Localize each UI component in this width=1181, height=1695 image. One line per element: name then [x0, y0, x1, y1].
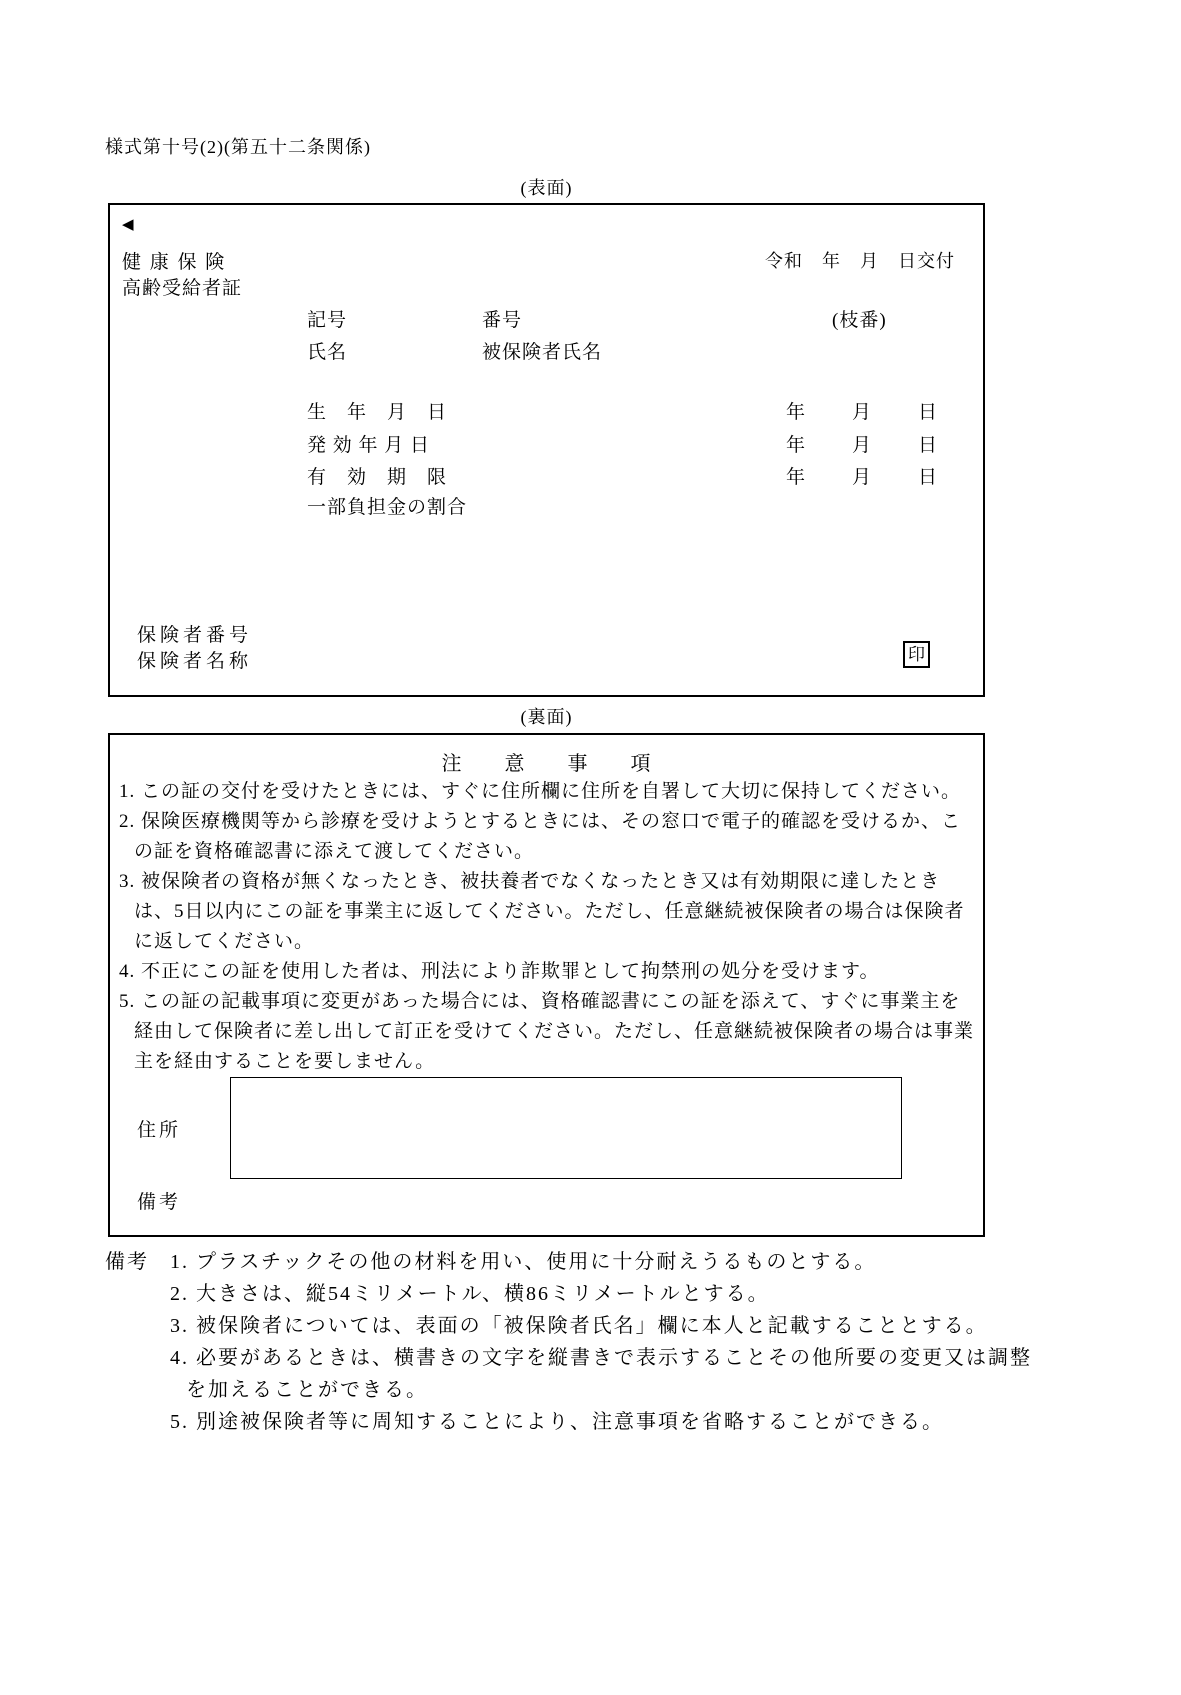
- birth-date-label: 生 年 月 日: [307, 402, 448, 423]
- footer-remarks-label: 備考: [105, 1251, 149, 1273]
- notice-item-3: 3. 被保険者の資格が無くなったとき、被扶養者でなくなったとき又は有効期限に達したときは、5日以内にこの証を事業主に返してください。ただし、任意継続被保険者の場合は保険者に返してください。: [119, 871, 965, 952]
- footer-remark-2: 2. 大きさは、縦54ミリメートル、横86ミリメートルとする。: [170, 1283, 770, 1305]
- notice-item-2: 2. 保険医療機関等から診療を受けようとするときには、その窓口で電子的確認を受けるか、この証を資格確認書に添えて渡してください。: [119, 811, 962, 862]
- footer-remark-1: 1. プラスチックその他の材料を用い、使用に十分耐えうるものとする。: [170, 1251, 877, 1273]
- effective-date-value: 年 月 日: [786, 435, 941, 456]
- seal-box: 印: [903, 641, 930, 668]
- notice-list: [119, 777, 977, 1077]
- notice-title: 注 意 事 項: [441, 753, 652, 775]
- back-card: [108, 733, 985, 1237]
- number-label: 番号: [482, 310, 523, 331]
- birth-date-value: 年 月 日: [786, 402, 941, 423]
- address-label: 住所: [137, 1120, 182, 1141]
- footer-remark-3: 3. 被保険者については、表面の「被保険者氏名」欄に本人と記載することとする。: [170, 1315, 988, 1337]
- notice-item-4: 4. 不正にこの証を使用した者は、刑法により詐欺罪として拘禁刑の処分を受けます。: [119, 961, 880, 982]
- footer-remark-5: 5. 別途被保険者等に周知することにより、注意事項を省略することができる。: [170, 1411, 944, 1433]
- front-card: [108, 203, 985, 697]
- insurance-title-line1: 健 康 保 険: [122, 252, 227, 273]
- notice-item-5: 5. この証の記載事項に変更があった場合には、資格確認書にこの証を添えて、すぐに事業主を経由して保険者に差し出して訂正を受けてください。ただし、任意継続被保険者の場合は事業主を経由することを要しません。: [119, 991, 975, 1072]
- footer-remark-4: 4. 必要があるときは、横書きの文字を縦書きで表示することその他所要の変更又は調整を加えることができる。: [170, 1347, 1032, 1401]
- insured-name-label: 被保険者氏名: [482, 342, 603, 363]
- insurance-title-line2: 高齢受給者証: [122, 278, 243, 299]
- symbol-label: 記号: [307, 310, 348, 331]
- card-remarks-label: 備考: [137, 1192, 182, 1213]
- insurer-name-label: 保険者名称: [137, 651, 253, 672]
- notice-item-1: 1. この証の交付を受けたときには、すぐに住所欄に住所を自署して大切に保持してください。: [119, 781, 962, 802]
- expiry-date-label: 有 効 期 限: [307, 467, 448, 488]
- footer-remarks: [105, 1246, 1035, 1438]
- insurer-number-label: 保険者番号: [137, 625, 253, 646]
- form-number: 様式第十号(2)(第五十二条関係): [105, 137, 371, 157]
- corner-triangle-icon: ◀: [122, 217, 135, 233]
- back-side-caption: (裏面): [520, 707, 573, 727]
- copay-ratio-label: 一部負担金の割合: [307, 497, 468, 518]
- name-label: 氏名: [307, 342, 348, 363]
- footer-remarks-list: [170, 1246, 1035, 1438]
- issue-date: 令和 年 月 日交付: [765, 251, 955, 271]
- expiry-date-value: 年 月 日: [786, 467, 941, 488]
- effective-date-label: 発 効 年 月 日: [307, 435, 431, 456]
- address-field-box: [230, 1077, 902, 1179]
- branch-number-label: (枝番): [832, 310, 887, 331]
- front-side-caption: (表面): [520, 178, 573, 198]
